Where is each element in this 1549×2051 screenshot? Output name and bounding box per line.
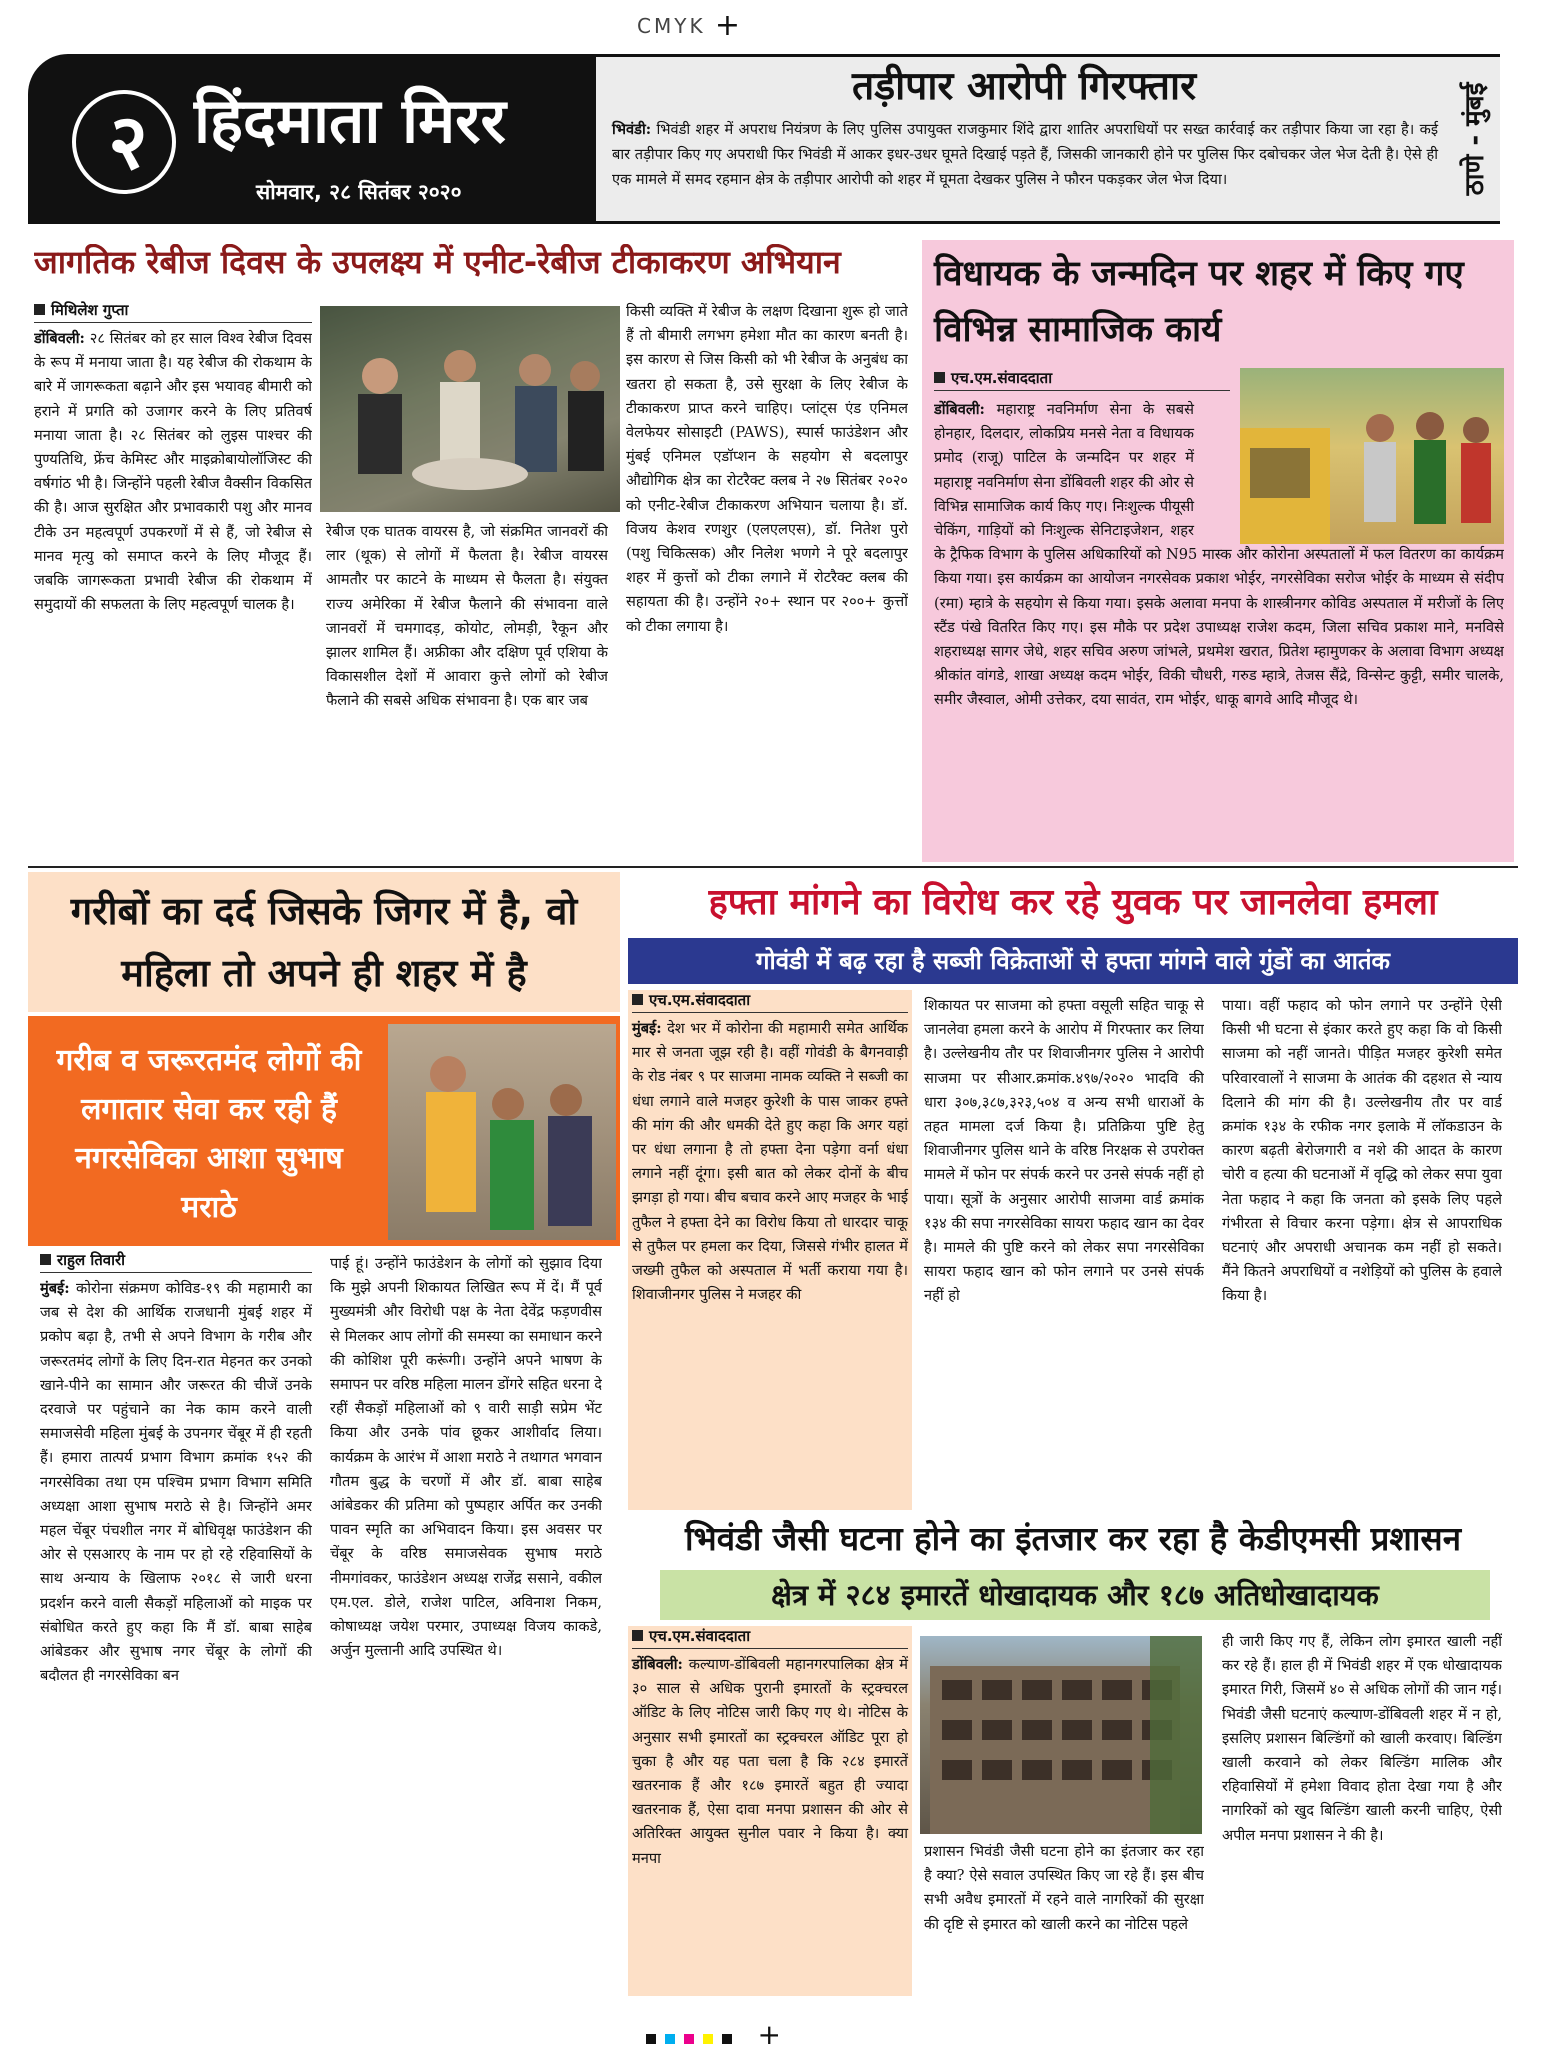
rabies-byline-name: मिथिलेश गुप्ता [51, 301, 129, 319]
print-marks-bottom [646, 2018, 806, 2051]
garib-photo-illustration [388, 1024, 616, 1240]
top-story-headline: तड़ीपार आरोपी गिरफ्तार [851, 64, 1197, 109]
rabies-col1-body: २८ सितंबर को हर साल विश्व रेबीज दिवस के रूप में मनाया जाता है। यह रेबीज की रोकथाम के बारे में जागरूकता बढ़ाने और इस भयावह बीमारी को हराने में प्रगति को उजागर करने के लिए प्रतिवर्ष मनाया जाता है। २८ सितंबर को लुइस पाश्चर की पुण्यतिथि, फ्रेंच केमिस्ट और माइक्रोबायोलॉजिस्ट की वर्षगांठ भी है। जिन्होंने पहली रेबीज वैक्सीन विकसित की है। आज सुरक्षित और प्रभावकारी पशु और मानव टीके उन महत्वपूर्ण उपकरणों में से हैं, जो रेबीज से मानव मृत्यु को समाप्त करने के लिए मौजूद हैं। जबकि जागरूकता प्रभावी रेबीज की रोकथाम में समुदायों की सफलता के लिए महत्वपूर्ण चालक है। [34, 330, 312, 614]
hafta-subhead: गोवंडी में बढ़ रहा है सब्जी विक्रेताओं से हफ्ता मांगने वाले गुंडों का आतंक [628, 938, 1518, 984]
garib-byline [40, 1250, 312, 1273]
mla-byline-wrap [934, 368, 1230, 395]
rabies-byline [34, 300, 312, 323]
byline-square-icon [34, 304, 45, 315]
kdmc-headline: भिवंडी जैसी घटना होने का इंतजार कर रहा है केडीएमसी प्रशासन [684, 1519, 1462, 1558]
garib-photo [388, 1024, 616, 1240]
newspaper-name: हिंदमाता मिरर [194, 84, 506, 157]
color-swatch-cyan [665, 2034, 675, 2044]
hafta-col2-text: शिकायत पर साजमा को हफ्ता वसूली सहित चाकू से जानलेवा हमला करने के आरोप में गिरफ्तार कर लिया है। उल्लेखनीय तौर पर शिवाजीनगर पुलिस ने आरोपी साजमा पर सीआर.क्रमांक.४९७/२०२० भादवि की धारा ३०७,३८७,३२३,५०४ व अन्य सभी धाराओं के तहत मामला दर्ज किया है। प्रतिक्रिया पुष्टि हेतु शिवाजीनगर पुलिस थाने के वरिष्ठ निरक्षक से उपरोक्त मामले में फोन पर संपर्क करने पर उनसे संपर्क नहीं हो पाया। सूत्रों के अनुसार आरोपी साजमा वार्ड क्रमांक १३४ की सपा नगरसेविका सायरा फहाद खान का देवर है। मामले की पुष्टि करने को लेकर सपा नगरसेविका सायरा फहाद खान को फोन लगाने पर उनसे संपर्क नहीं हो [924, 997, 1204, 1305]
garib-headline-box [28, 872, 620, 1012]
masthead [28, 54, 596, 224]
kdmc-col1-body: कल्याण-डोंबिवली महानगरपालिका क्षेत्र में ३० साल से अधिक पुरानी इमारतों के स्ट्रक्चरल ऑडिट के लिए नोटिस जारी किए गए थे। नोटिस के अनुसार सभी इमारतों का स्ट्रक्चरल ऑडिट पूरा हो चुका है और यह पता चला है कि २८४ इमारतें खतरनाक हैं और १८७ इमारतें बहुत ही ज्यादा खतरनाक हैं, ऐसा दावा मनपा प्रशासन की ओर से अतिरिक्त आयुक्त सुनील पवार ने किया है। क्या मनपा [632, 1656, 908, 1867]
byline-square-icon [632, 994, 643, 1005]
garib-headline: गरीबों का दर्द जिसके जिगर में है, वो महिला तो अपने ही शहर में है [70, 889, 578, 995]
rabies-dateline: डोंबिवली: [34, 330, 85, 347]
top-story-dateline: भिवंडी: [612, 121, 652, 138]
mla-byline [934, 368, 1230, 391]
kdmc-dateline: डोंबिवली: [632, 1656, 683, 1673]
hafta-col2 [924, 994, 1204, 1508]
section-label-text: ठाणे - मुंबई [1460, 82, 1490, 196]
kdmc-subhead: क्षेत्र में २८४ इमारतें धोखादायक और १८७ अतिधोखादायक [660, 1570, 1490, 1620]
garib-col1 [40, 1250, 312, 1990]
top-story-body [612, 117, 1438, 192]
registration-mark-icon: + [757, 2018, 781, 2051]
mla-dateline: डोंबिवली: [934, 401, 985, 418]
mla-box [922, 240, 1514, 862]
color-swatch-black-2 [722, 2034, 732, 2044]
mla-text-wrap [934, 398, 1504, 858]
garib-col1-text [40, 1277, 312, 1688]
kdmc-col3-text: ही जारी किए गए हैं, लेकिन लोग इमारत खाली नहीं कर रहे हैं। हाल ही में भिवंडी शहर में एक धोखादायक इमारत गिरी, जिसमें ४० से अधिक लोगों की जान गई। भिवंडी जैसी घटनाएं कल्याण-डोंबिवली शहर में न हो, इसलिए प्रशासन बिल्डिंगों को खाली करवाए। बिल्डिंग खाली करवाने को लेकर बिल्डिंग मालिक और रहिवासियों में हमेशा विवाद होता देखा गया है और नागरिकों को खुद बिल्डिंग खाली करनी चाहिए, ऐसी अपील मनपा प्रशासन ने की है। [1222, 1633, 1502, 1844]
hafta-col3-text: पाया। वहीं फहाद को फोन लगाने पर उन्होंने ऐसी किसी भी घटना से इंकार करते हुए कहा कि वो किसी साजमा को नहीं जानते। पीड़ित मजहर कुरेशी समेत परिवारवालों ने साजमा के आतंक की दहशत से न्याय दिलाने की मांग की है। उल्लेखनीय तौर पर वार्ड क्रमांक १३४ के रफीक नगर इलाके में लॉकडाउन के कारण बढ़ती बेरोजगारी व नशे की आदत के कारण चोरी व हत्या की घटनाओं में वृद्धि को लेकर सपा युवा नेता फहाद ने कहा कि जनता को इसके लिए पहले गंभीरता से विचार करना पड़ेगा। क्षेत्र से आपराधिक घटनाएं और अपराधी अचानक कम नहीं हो सकते। मैंने कितने अपराधियों व नशेड़ियों को पुलिस के हवाले किया है। [1222, 997, 1502, 1305]
kdmc-col3 [1222, 1630, 1502, 1996]
print-marks-top [637, 6, 807, 43]
rabies-col1 [34, 300, 312, 860]
color-swatch-yellow [703, 2034, 713, 2044]
registration-mark-icon: + [714, 8, 744, 43]
hafta-byline [632, 990, 908, 1013]
hafta-headline: हफ्ता मांगने का विरोध कर रहे युवक पर जानलेवा हमला [708, 882, 1438, 923]
garib-dateline: मुंबई: [40, 1280, 70, 1297]
rabies-photo-illustration [320, 306, 620, 512]
mla-body: महाराष्ट्र नवनिर्माण सेना के सबसे होनहार, दिलदार, लोकप्रिय मनसे नेता व विधायक प्रमोद (राजू) पाटिल के जन्मदिन पर शहर में महाराष्ट्र नवनिर्माण सेना डोंबिवली शहर की ओर से विभिन्न सामाजिक कार्य किए गए। निःशुल्क पीयूसी चेकिंग, गाड़ियों को निःशुल्क सेनिटाइजेशन, शहर के ट्रैफिक विभाग के पुलिस अधिकारियों को N95 मास्क और कोरोना अस्पतालों में फल वितरण का कार्यक्रम किया गया। इस कार्यक्रम का आयोजन नगरसेवक प्रकाश भोईर, नगरसेविका सरोज भोईर के माध्यम से संदीप (रमा) म्हात्रे के सहयोग से किया गया। इसके अलावा मनपा के शास्त्रीनगर कोविड अस्पताल में मरीजों के लिए स्टैंड पंखे वितरित किए गए। इस मौके पर प्रदेश उपाध्यक्ष राजेश कदम, जिला सचिव प्रकाश माने, मनविसे शहराध्यक्ष सागर जेधे, शहर सचिव अरुण जांभले, प्रथमेश खरात, प्रितेश म्हामुणकर के अलावा विभाग अध्यक्ष श्रीकांत वांगडे, शाखा अध्यक्ष कदम भोईर, विकी चौधरी, गरुड म्हात्रे, तेजस सैंद्रे, विन्सेन्ट कुट्टी, समीर चालके, समीर जैस्वाल, ओमी उत्तेकर, दया सावंत, राम भोईर, धाकू बागवे आदि मौजूद थे। [934, 401, 1504, 709]
issue-date: सोमवार, २८ सितंबर २०२० [256, 180, 462, 204]
byline-square-icon [934, 372, 945, 383]
kdmc-byline [632, 1626, 908, 1649]
kdmc-building-illustration [920, 1636, 1202, 1834]
mla-byline-name: एच.एम.संवाददाता [951, 369, 1053, 387]
kdmc-byline-name: एच.एम.संवाददाता [649, 1627, 751, 1645]
garib-col2 [330, 1252, 602, 1990]
rabies-col2 [326, 520, 608, 860]
rabies-col3-text: किसी व्यक्ति में रेबीज के लक्षण दिखाना शुरू हो जाते हैं तो बीमारी लगभग हमेशा मौत का कारण बनती है। इस कारण से जिस किसी को भी रेबीज के अनुबंध का खतरा हो सकता है, उसे सुरक्षा के लिए रेबीज के टीकाकरण प्राप्त करने चाहिए। प्लांट्स एंड एनिमल वेलफेयर सोसाइटी (PAWS), स्पार्स फाउंडेशन और मुंबई एनिमल एडॉप्शन के सहयोग से बदलापुर औद्योगिक क्षेत्र का रोटरैक्ट क्लब ने २७ सितंबर २०२० को एनीट-रेबीज टीकाकरण अभियान चलाया है। डॉ. विजय केशव रणशुर (एलएलएस), डॉ. नितेश पुरो (पशु चिकित्सक) और निलेश भणगे ने पूरे बदलापुर शहर में कुत्तों को टीका लगाने में रोटरैक्ट क्लब की सहायता की है। उन्होंने २०+ स्थान पर २००+ कुत्तों को टीका लगाया है। [626, 303, 908, 635]
cmyk-label: CMYK [637, 14, 706, 38]
garib-col2-text: पाई हूं। उन्होंने फाउंडेशन के लोगों को सुझाव दिया कि मुझे अपनी शिकायत लिखित रूप में दें। मैं पूर्व मुख्यमंत्री और विरोधी पक्ष के नेता देवेंद्र फड़णवीस से मिलकर आप लोगों की समस्या का समाधान करने की कोशिश पूरी करूंगी। उन्होंने अपने भाषण के समापन पर वरिष्ठ महिला मालन डोंगरे सहित धरना दे रहीं सैकड़ों महिलाओं को ९ वारी साड़ी सप्रेम भेंट किया और उनके पांव छूकर आशीर्वाद लिया। कार्यक्रम के आरंभ में आशा मराठे ने तथागत भगवान गौतम बुद्ध के चरणों में और डॉ. बाबा साहेब आंबेडकर की प्रतिमा को पुष्पहार अर्पित कर उनकी पावन स्मृति का अभिवादन किया। इस अवसर पर चेंबूर के वरिष्ठ समाजसेवक सुभाष मराठे नीमगांवकर, फाउंडेशन अध्यक्ष राजेंद्र ससाने, वकील एम.एल. डोले, राजेश पाटिल, अविनाश निकम, कोषाध्यक्ष जयेश परमार, उपाध्यक्ष विजय काकडे, अर्जुन मुल्तानी आदि उपस्थित थे। [330, 1255, 602, 1660]
hafta-col1-text [632, 1017, 908, 1307]
mla-float-spacer [1194, 398, 1504, 538]
kdmc-col2-text: प्रशासन भिवंडी जैसी घटना होने का इंतजार कर रहा है क्या? ऐसे सवाल उपस्थित किए जा रहे हैं। इस बीच सभी अवैध इमारतों में रहने वाले नागरिकों की सुरक्षा की दृष्टि से इमारत को खाली करने का नोटिस पहले [924, 1843, 1204, 1933]
top-story [596, 54, 1452, 224]
hafta-dateline: मुंबई: [632, 1020, 662, 1037]
hafta-byline-name: एच.एम.संवाददाता [649, 991, 751, 1009]
kdmc-col1 [628, 1626, 912, 1996]
garib-subhead: गरीब व जरूरतमंद लोगों की लगातार सेवा कर रही हैं नगरसेविका आशा सुभाष मराठे [56, 1043, 362, 1225]
color-swatch-magenta [684, 2034, 694, 2044]
kdmc-col2 [924, 1840, 1204, 1996]
byline-square-icon [40, 1254, 51, 1265]
hafta-col1-body: देश भर में कोरोना की महामारी समेत आर्थिक मार से जनता जूझ रही है। वहीं गोवंडी के बैगनवाड़ी के रोड नंबर ९ पर साजमा नामक व्यक्ति ने सब्जी का धंधा लगाने वाले मजहर कुरेशी के पास जाकर हफ्ते की मांग की और धमकी देते हुए कहा कि अगर यहां पर धंधा लगाना है तो हफ्ता देना पड़ेगा वर्ना धंधा लगाने नहीं दूंगा। इसी बात को लेकर दोनों के बीच झगड़ा हो गया। बीच बचाव करने आए मजहर के भाई तुफैल ने हफ्ता देने का विरोध किया तो धारदार चाकू से तुफैल पर हमला कर दिया, जिससे गंभीर हालत में जख्मी तुफैल को अस्पताल में भर्ती कराया गया है। शिवाजीनगर पुलिस ने मजहर की [632, 1020, 908, 1304]
garib-col1-body: कोरोना संक्रमण कोविड-१९ की महामारी का जब से देश की आर्थिक राजधानी मुंबई शहर में प्रकोप बढ़ा है, तभी से अपने विभाग के गरीब और जरूरतमंद लोगों के लिए दिन-रात मेहनत कर उनको खाने-पीने का सामान और जरूरत की चीजें उनके दरवाजे पर पहुंचाने का नेक काम करने वाली समाजसेवी महिला मुंबई के उपनगर चेंबूर में ही रहती हैं। हमारा तात्पर्य प्रभाग विभाग क्रमांक १५२ की नगरसेविका तथा एम पश्चिम प्रभाग विभाग समिति अध्यक्षा आशा सुभाष मराठे से है। जिन्होंने अमर महल चेंबूर पंचशील नगर में बोधिवृक्ष फाउंडेशन की ओर से एसआरए के नाम पर हो रहे रहिवासियों के साथ अन्याय के खिलाफ २०१८ से जारी धरना प्रदर्शन करने वाली सैकड़ों महिलाओं को माइक पर संबोधित करते हुए कहा कि मैं डॉ. बाबा साहेब आंबेडकर और सुभाष नगर चेंबूर के लोगों की बदौलत ही नगरसेविका बन [40, 1280, 312, 1685]
color-swatch-black [646, 2034, 656, 2044]
hafta-col1 [628, 990, 912, 1510]
rabies-col3 [626, 300, 908, 860]
section-label [1452, 54, 1500, 224]
rabies-col1-text [34, 327, 312, 617]
garib-subhead-box [28, 1016, 620, 1246]
rabies-col2-text: रेबीज एक घातक वायरस है, जो संक्रमित जानवरों की लार (थूक) से लोगों में फैलता है। रेबीज वायरस आमतौर पर काटने के माध्यम से फैलता है। संयुक्त राज्य अमेरिका में रेबीज फैलाने की संभावना वाले जानवरों में चमगादड़, कोयोट, लोमड़ी, रैकून और झालर शामिल हैं। अफ्रीका और दक्षिण पूर्व एशिया के विकासशील देशों में आवारा कुत्ते लोगों को रेबीज फैलाने की सबसे अधिक संभावना है। एक बार जब [326, 523, 608, 710]
garib-byline-name: राहुल तिवारी [57, 1251, 126, 1269]
kdmc-col1-text [632, 1653, 908, 1871]
hafta-col3 [1222, 994, 1502, 1508]
section-divider [28, 866, 1518, 868]
rabies-headline: जागतिक रेबीज दिवस के उपलक्ष्य में एनीट-रेबीज टीकाकरण अभियान [34, 244, 841, 281]
top-story-text: भिवंडी शहर में अपराध नियंत्रण के लिए पुलिस उपायुक्त राजकुमार शिंदे द्वारा शातिर अपराधियों पर सख्त कार्रवाई कर तड़ीपार किया जा रहा है। कई बार तड़ीपार किए गए अपराधी फिर भिवंडी में आकर इधर-उधर घूमते दिखाई पड़ते हैं, जिसकी जानकारी होने पर पुलिस फिर दबोचकर जेल भेज देती है। ऐसे ही एक मामले में समद रहमान क्षेत्र के तड़ीपार आरोपी को शहर में घूमता देखकर पुलिस ने फौरन पकड़कर जेल भेज दिया। [612, 121, 1438, 188]
rabies-photo [320, 306, 620, 512]
mla-headline: विधायक के जन्मदिन पर शहर में किए गए विभिन्न सामाजिक कार्य [934, 254, 1464, 350]
byline-square-icon [632, 1630, 643, 1641]
page-number: २ [108, 97, 148, 186]
kdmc-photo [920, 1636, 1202, 1834]
